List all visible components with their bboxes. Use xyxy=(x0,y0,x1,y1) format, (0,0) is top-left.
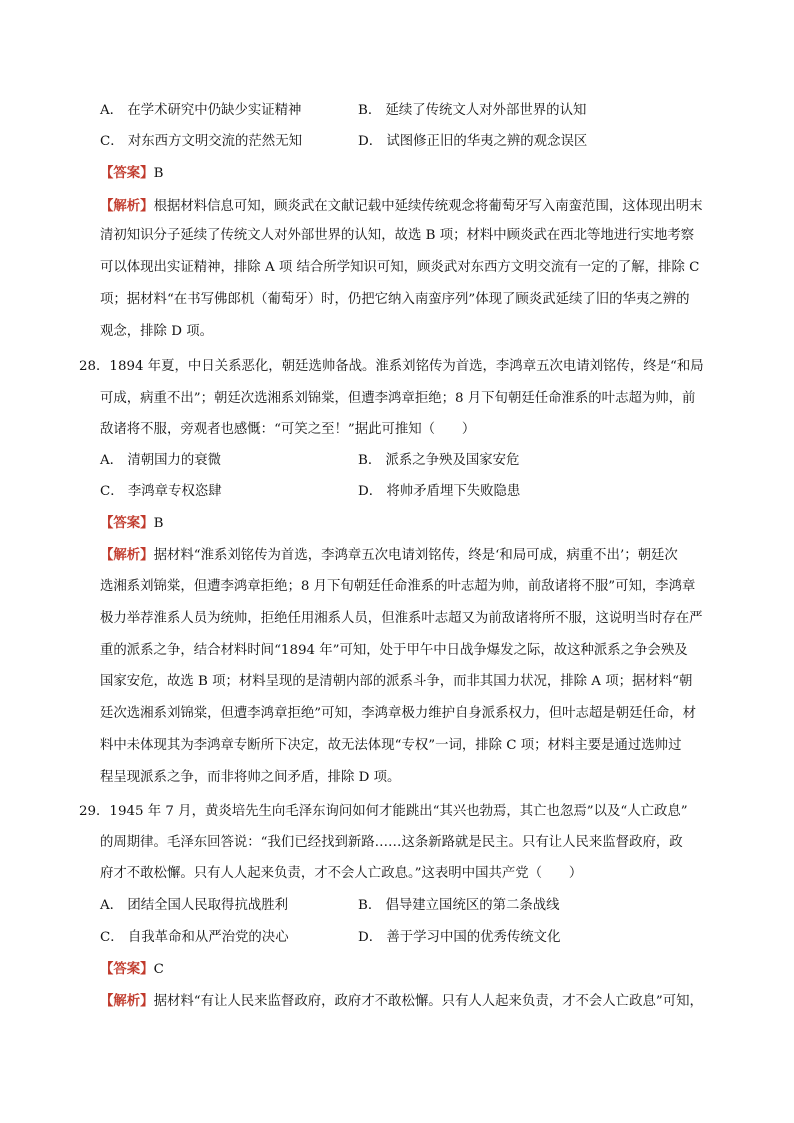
q29-stem-line-2: 的周期律。毛泽东回答说：“我们已经找到新路……这条新路就是民主。只有让人民来监督政府，政 xyxy=(100,835,683,850)
q27-analysis-line-4: 项；据材料“在书写佛郎机（葡萄牙）时，仍把它纳入南蛮序列”体现了顾炎武延续了旧的华夷之辨的 xyxy=(100,292,690,307)
answer-tag: 【答案】 xyxy=(100,515,154,531)
q27-option-b: B． 延续了传统文人对外部世界的认知 xyxy=(358,103,587,118)
q28-option-c: C． 李鸿章专权恣肆 xyxy=(100,484,222,499)
q28-analysis-line-2: 选湘系刘锦棠，但遭李鸿章拒绝；8 月下旬朝廷任命淮系的叶志超为帅，前敌诸将不服”可知，李鸿章 xyxy=(100,579,696,594)
q27-option-a: A． 在学术研究中仍缺少实证精神 xyxy=(100,103,302,118)
q28-analysis-line-7: 料中未体现其为李鸿章专断所下决定，故无法体现“专权”一词，排除 C 项；材料主要是通过选帅过 xyxy=(100,738,682,753)
answer-tag: 【答案】 xyxy=(100,961,154,977)
q28-analysis-line-3: 极力举荐淮系人员为统帅，拒绝任用湘系人员，但淮系叶志超又为前敌诸将所不服，这说明当时存在严 xyxy=(100,611,703,626)
q29-stem-line-3: 府才不敢松懈。只有人人起来负责，才不会人亡政息。”这表明中国共产党（ ） xyxy=(100,866,583,881)
q29-stem-line-1: 29．1945 年 7 月，黄炎培先生向毛泽东询问如何才能跳出“其兴也勃焉，其亡也忽焉”以及“人亡政息” xyxy=(79,804,688,819)
answer-value: C xyxy=(153,962,164,977)
answer-tag: 【答案】 xyxy=(100,165,154,181)
answer-value: B xyxy=(153,516,164,531)
q27-option-c: C． 对东西方文明交流的茫然无知 xyxy=(100,134,302,149)
q27-option-d: D． 试图修正旧的华夷之辨的观念误区 xyxy=(358,134,588,149)
q29-answer xyxy=(100,959,164,980)
q29-option-b: B． 倡导建立国统区的第二条战线 xyxy=(358,898,560,913)
q28-stem-line-1: 28．1894 年夏，中日关系恶化，朝廷选帅备战。淮系刘铭传为首选，李鸿章五次电请刘铭传，终是“和局 xyxy=(79,359,704,374)
q29-option-a: A． 团结全国人民取得抗战胜利 xyxy=(100,898,289,913)
q29-analysis-line-1: 【解析】据材料“有让人民来监督政府，政府才不敢松懈。只有人人起来负责，才不会人亡政息”可知， xyxy=(100,993,703,1009)
q28-analysis-line-8: 程呈现派系之争，而非将帅之间矛盾，排除 D 项。 xyxy=(100,770,401,785)
q27-analysis-line-3: 可以体现出实证精神，排除 A 项 结合所学知识可知，顾炎武对东西方文明交流有一定的了解，排除 C xyxy=(100,260,700,275)
answer-value: B xyxy=(153,166,164,181)
q28-option-a: A． 清朝国力的衰微 xyxy=(100,453,222,468)
q29-option-d: D． 善于学习中国的优秀传统文化 xyxy=(358,930,561,945)
q27-analysis-line-2: 清初知识分子延续了传统文人对外部世界的认知，故选 B 项；材料中顾炎武在西北等地进行实地考察 xyxy=(100,228,695,243)
q27-analysis-line-1: 【解析】根据材料信息可知，顾炎武在文献记载中延续传统观念将葡萄牙写入南蛮范围，这体现出明末 xyxy=(100,198,703,214)
analysis-tag: 【解析】 xyxy=(100,198,154,214)
q28-analysis-line-4: 重的派系之争，结合材料时间“1894 年”可知，处于甲午中日战争爆发之际，故这种派系之争会殃及 xyxy=(100,643,688,658)
q28-stem-line-2: 可成，病重不出”；朝廷次选湘系刘锦棠，但遭李鸿章拒绝；8 月下旬朝廷任命淮系的叶志超为帅，前 xyxy=(100,391,696,406)
analysis-tag: 【解析】 xyxy=(100,993,154,1009)
q28-option-b: B． 派系之争殃及国家安危 xyxy=(358,453,520,468)
analysis-tag: 【解析】 xyxy=(100,547,154,563)
q27-answer xyxy=(100,163,163,184)
q28-option-d: D． 将帅矛盾埋下失败隐患 xyxy=(358,484,521,499)
q28-analysis-line-5: 国家安危，故选 B 项；材料呈现的是清朝内部的派系斗争，而非其国力状况，排除 A 项；据材料“朝 xyxy=(100,674,693,689)
q28-analysis-line-6: 廷次选湘系刘锦棠，但遭李鸿章拒绝”可知，李鸿章极力维护自身派系权力，但叶志超是朝廷任命，材 xyxy=(100,706,697,721)
q28-analysis-line-1: 【解析】据材料“淮系刘铭传为首选，李鸿章五次电请刘铭传，终是‘和局可成，病重不出’；朝廷次 xyxy=(100,547,678,563)
q28-answer xyxy=(100,513,163,534)
q28-stem-line-3: 敌诸将不服，旁观者也感慨：“可笑之至！”据此可推知（ ） xyxy=(100,422,476,437)
q27-analysis-line-5: 观念，排除 D 项。 xyxy=(100,324,213,339)
q29-option-c: C． 自我革命和从严治党的决心 xyxy=(100,930,289,945)
